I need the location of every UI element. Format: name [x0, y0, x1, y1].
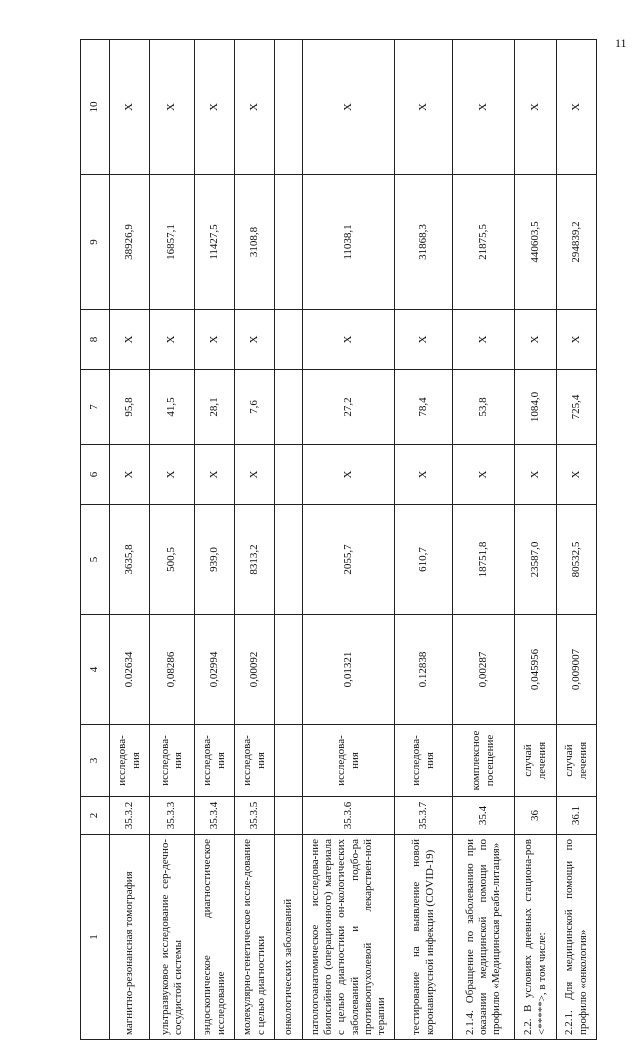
cell-col-8 — [275, 310, 303, 370]
cell-col-9: 16857,1 — [150, 175, 195, 310]
cell-col-9: 294839,2 — [557, 175, 597, 310]
cell-col-10 — [275, 40, 303, 175]
cell-col-8: Х — [150, 310, 195, 370]
cell-col-3: случай лечения — [515, 725, 557, 797]
cell-col-3 — [275, 725, 303, 797]
cell-col-7: 7,6 — [235, 370, 275, 445]
cell-col-4: 0,00287 — [453, 615, 515, 725]
cell-col-7: 53,8 — [453, 370, 515, 445]
cell-col-8: Х — [515, 310, 557, 370]
cell-col-3: исследова-ния — [110, 725, 150, 797]
cell-col-2: 35.3.7 — [395, 797, 453, 835]
cell-col-6: Х — [150, 445, 195, 505]
cell-col-10: Х — [303, 40, 395, 175]
cell-col-5: 500,5 — [150, 505, 195, 615]
column-header-5: 5 — [81, 505, 110, 615]
cell-col-4: 0,02994 — [195, 615, 235, 725]
table-row — [303, 40, 395, 1040]
cell-col-6: Х — [195, 445, 235, 505]
cell-col-8: Х — [195, 310, 235, 370]
page-number: 11 — [615, 36, 627, 50]
table-row — [195, 40, 235, 1040]
cell-col-9: 11038,1 — [303, 175, 395, 310]
column-header-8: 8 — [81, 310, 110, 370]
cell-col-2: 36.1 — [557, 797, 597, 835]
table-row — [395, 40, 453, 1040]
cell-col-1: эндоскопическое диагностическое исследование — [195, 835, 235, 1040]
cell-col-5 — [275, 505, 303, 615]
cell-col-6: Х — [515, 445, 557, 505]
cell-col-4: 0,08286 — [150, 615, 195, 725]
cell-col-9: 38926,9 — [110, 175, 150, 310]
cell-col-2: 35.3.6 — [303, 797, 395, 835]
cell-col-1: тестирование на выявление новой коронавирусной инфекции (COVID-19) — [395, 835, 453, 1040]
column-header-7: 7 — [81, 370, 110, 445]
table-row — [515, 40, 557, 1040]
table-row — [557, 40, 597, 1040]
header-row — [81, 40, 110, 1040]
cell-col-6: Х — [235, 445, 275, 505]
cell-col-10: Х — [110, 40, 150, 175]
cell-col-7: 28,1 — [195, 370, 235, 445]
table-row — [150, 40, 195, 1040]
cell-col-7: 78,4 — [395, 370, 453, 445]
cell-col-9: 440603,5 — [515, 175, 557, 310]
data-table — [80, 39, 597, 1040]
table-row — [235, 40, 275, 1040]
column-header-10: 10 — [81, 40, 110, 175]
cell-col-9: 11427,5 — [195, 175, 235, 310]
cell-col-4: 0.12838 — [395, 615, 453, 725]
cell-col-6 — [275, 445, 303, 505]
cell-col-3: исследова-ния — [195, 725, 235, 797]
cell-col-2: 35.4 — [453, 797, 515, 835]
cell-col-4: 0,01321 — [303, 615, 395, 725]
cell-col-8: Х — [110, 310, 150, 370]
cell-col-5: 939,0 — [195, 505, 235, 615]
cell-col-4: 0,045956 — [515, 615, 557, 725]
cell-col-10: Х — [235, 40, 275, 175]
cell-col-4: 0.02634 — [110, 615, 150, 725]
cell-col-3: исследова-ния — [235, 725, 275, 797]
table-body — [110, 40, 597, 1040]
cell-col-6: Х — [110, 445, 150, 505]
cell-col-9: 3108,8 — [235, 175, 275, 310]
cell-col-6: Х — [453, 445, 515, 505]
cell-col-4: 0,009007 — [557, 615, 597, 725]
cell-col-3: случай лечения — [557, 725, 597, 797]
cell-col-2: 35.3.4 — [195, 797, 235, 835]
column-header-4: 4 — [81, 615, 110, 725]
cell-col-1: магнитно-резонансная томография — [110, 835, 150, 1040]
cell-col-10: Х — [557, 40, 597, 175]
table-row — [453, 40, 515, 1040]
cell-col-5: 18751,8 — [453, 505, 515, 615]
cell-col-8: Х — [395, 310, 453, 370]
cell-col-3: комплексное посещение — [453, 725, 515, 797]
cell-col-1: ультразвуковое исследование сер-дечно-сосудистой системы — [150, 835, 195, 1040]
cell-col-8: Х — [557, 310, 597, 370]
cell-col-4: 0,00092 — [235, 615, 275, 725]
cell-col-9: 31868,3 — [395, 175, 453, 310]
cell-col-7: 41,5 — [150, 370, 195, 445]
cell-col-5: 2055,7 — [303, 505, 395, 615]
cell-col-10: Х — [150, 40, 195, 175]
cell-col-7 — [275, 370, 303, 445]
cell-col-3: исследова-ния — [303, 725, 395, 797]
table-row — [275, 40, 303, 1040]
cell-col-2: 35.3.3 — [150, 797, 195, 835]
cell-col-7: 1084,0 — [515, 370, 557, 445]
cell-col-4 — [275, 615, 303, 725]
cell-col-8: Х — [303, 310, 395, 370]
cell-col-1: молекулярно-генетическое иссле-дование с целью диагностики — [235, 835, 275, 1040]
table-row — [110, 40, 150, 1040]
column-header-2: 2 — [81, 797, 110, 835]
cell-col-5: 8313,2 — [235, 505, 275, 615]
cell-col-1: 2.2.1. Для медицинской помощи по профилю «онкология» — [557, 835, 597, 1040]
cell-col-6: Х — [395, 445, 453, 505]
cell-col-7: 27,2 — [303, 370, 395, 445]
cell-col-8: Х — [453, 310, 515, 370]
cell-col-1: онкологических заболеваний — [275, 835, 303, 1040]
cell-col-3: исследова-ния — [395, 725, 453, 797]
cell-col-5: 3635,8 — [110, 505, 150, 615]
cell-col-2: 35.3.5 — [235, 797, 275, 835]
column-header-1: 1 — [81, 835, 110, 1040]
column-header-3: 3 — [81, 725, 110, 797]
cell-col-6: Х — [303, 445, 395, 505]
cell-col-10: Х — [195, 40, 235, 175]
cell-col-7: 725,4 — [557, 370, 597, 445]
column-header-6: 6 — [81, 445, 110, 505]
cell-col-8: Х — [235, 310, 275, 370]
cell-col-2: 35.3.2 — [110, 797, 150, 835]
column-header-9: 9 — [81, 175, 110, 310]
cell-col-10: Х — [453, 40, 515, 175]
cell-col-5: 23587,0 — [515, 505, 557, 615]
cell-col-9: 21875,5 — [453, 175, 515, 310]
cell-col-1: патологоанатомическое исследова-ние биопсийного (операционного) материала с целью диагностики он-кологических заболеваний и подбо-ра противоопухолевой лекарствен-ной терапии — [303, 835, 395, 1040]
cell-col-6: Х — [557, 445, 597, 505]
cell-col-5: 610,7 — [395, 505, 453, 615]
cell-col-3: исследова-ния — [150, 725, 195, 797]
cell-col-7: 95,8 — [110, 370, 150, 445]
rotated-table-container — [80, 40, 588, 1040]
cell-col-1: 2.2. В условиях дневных стациона-ров <*****>, в том числе: — [515, 835, 557, 1040]
cell-col-5: 80532,5 — [557, 505, 597, 615]
cell-col-1: 2.1.4. Обращение по заболеванию при оказании медицинской помощи по профилю «Медицинская реаби-литация» — [453, 835, 515, 1040]
cell-col-9 — [275, 175, 303, 310]
cell-col-10: Х — [515, 40, 557, 175]
cell-col-2: 36 — [515, 797, 557, 835]
cell-col-2 — [275, 797, 303, 835]
cell-col-10: Х — [395, 40, 453, 175]
